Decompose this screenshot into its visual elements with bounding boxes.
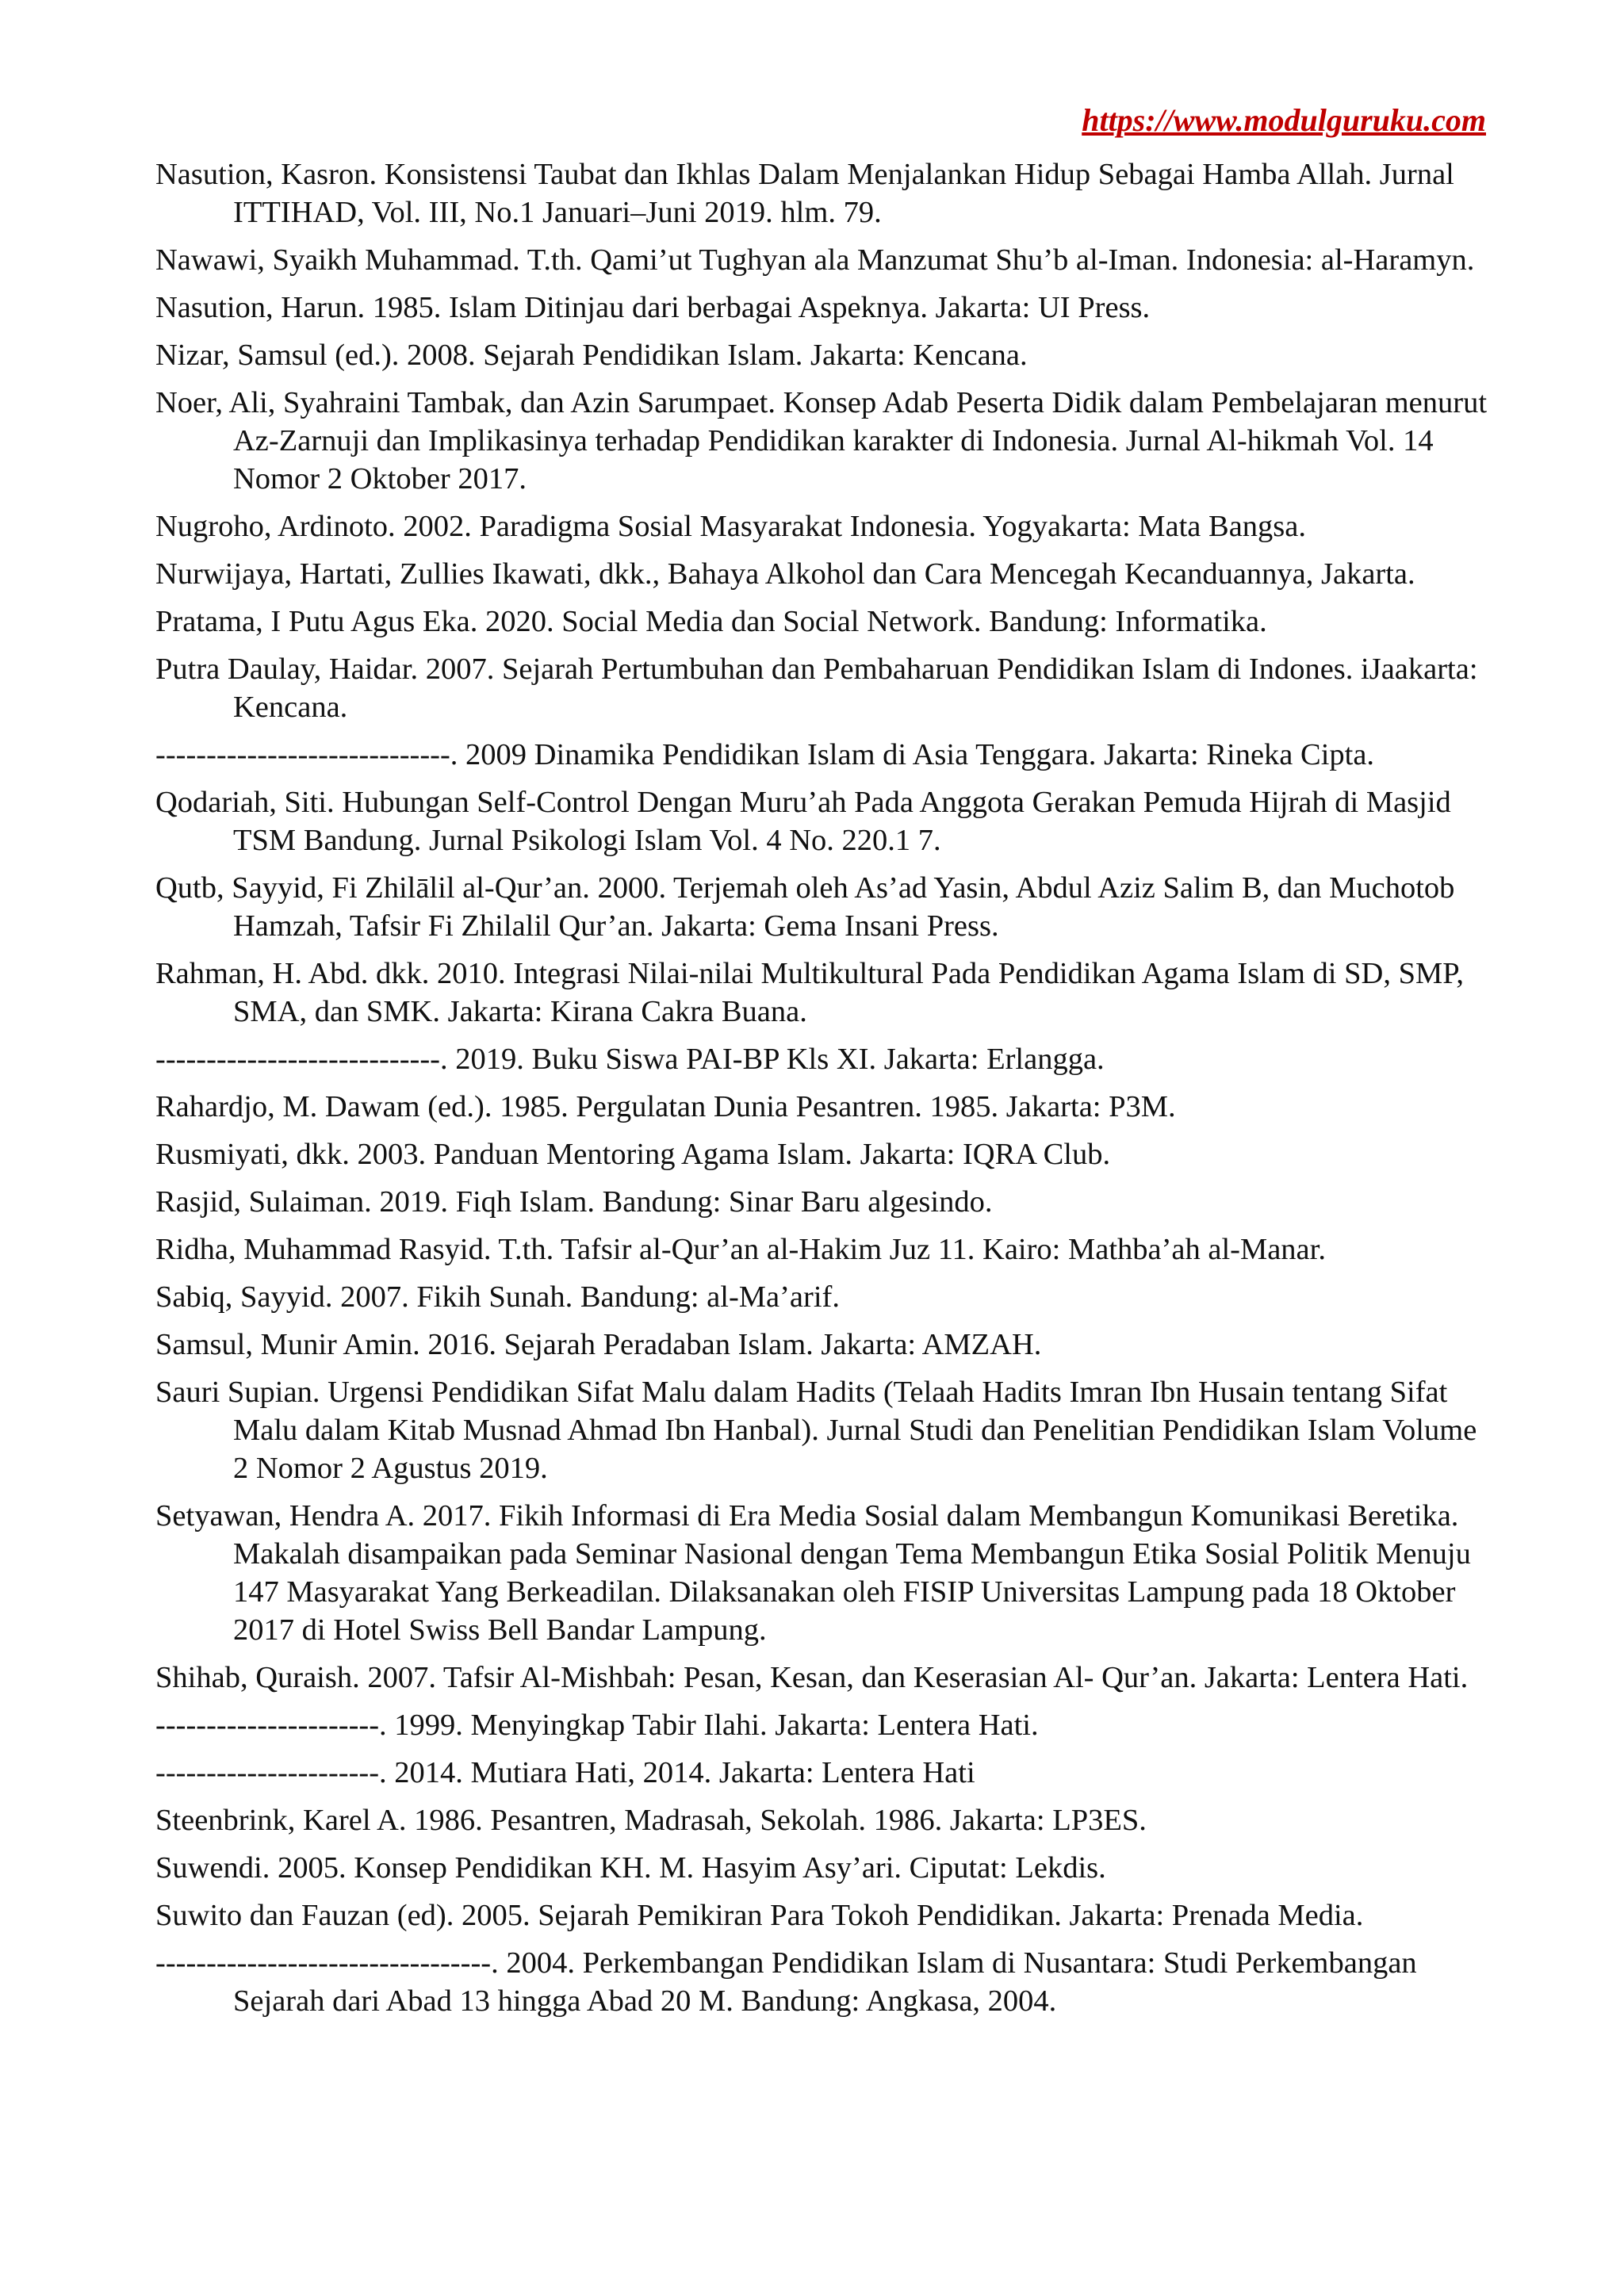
website-link[interactable]: https://www.modulguruku.com xyxy=(1082,102,1486,138)
reference-entry: Nurwijaya, Hartati, Zullies Ikawati, dkk., Bahaya Alkohol dan Cara Mencegah Kecanduannya, Jakarta. xyxy=(155,557,1415,591)
reference-entry: ----------------------. 1999. Menyingkap Tabir Ilahi. Jakarta: Lentera Hati. xyxy=(155,1709,1039,1742)
reference-entry: Rasjid, Sulaiman. 2019. Fiqh Islam. Bandung: Sinar Baru algesindo. xyxy=(155,1185,993,1219)
reference-entry: Pratama, I Putu Agus Eka. 2020. Social Media dan Social Network. Bandung: Informatika. xyxy=(155,605,1267,638)
reference-entry: ----------------------. 2014. Mutiara Hati, 2014. Jakarta: Lentera Hati xyxy=(155,1756,975,1789)
reference-entry: Sabiq, Sayyid. 2007. Fikih Sunah. Bandung: al-Ma’arif. xyxy=(155,1280,840,1314)
reference-entry: -----------------------------. 2009 Dinamika Pendidikan Islam di Asia Tenggara. Jakarta: Rineka Cipta. xyxy=(155,738,1375,771)
reference-entry: Nasution, Kasron. Konsistensi Taubat dan Ikhlas Dalam Menjalankan Hidup Sebagai Hamba Allah. Jurnal ITTIHAD, Vol. III, No.1 Januari–Juni 2019. hlm. 79. xyxy=(155,158,1454,229)
reference-entry: ---------------------------------. 2004. Perkembangan Pendidikan Islam di Nusantara: Studi Perkembangan Sejarah dari Abad 13 hingga Abad 20 M. Bandung: Angkasa, 2004. xyxy=(155,1946,1417,2018)
reference-entry: Sauri Supian. Urgensi Pendidikan Sifat Malu dalam Hadits (Telaah Hadits Imran Ibn Husain tentang Sifat Malu dalam Kitab Musnad Ahmad Ibn Hanbal). Jurnal Studi dan Penelitian Pendidikan Islam Volume 2 Nomor 2 Agustus 2019. xyxy=(155,1376,1477,1485)
reference-entry: Nawawi, Syaikh Muhammad. T.th. Qami’ut Tughyan ala Manzumat Shu’b al-Iman. Indonesia: al-Haramyn. xyxy=(155,243,1475,277)
reference-entry: Steenbrink, Karel A. 1986. Pesantren, Madrasah, Sekolah. 1986. Jakarta: LP3ES. xyxy=(155,1804,1147,1837)
reference-entry: Shihab, Quraish. 2007. Tafsir Al-Mishbah: Pesan, Kesan, dan Keserasian Al- Qur’an. Jakarta: Lentera Hati. xyxy=(155,1661,1469,1694)
reference-entry: Qutb, Sayyid, Fi Zhilālil al-Qur’an. 2000. Terjemah oleh As’ad Yasin, Abdul Aziz Salim B, dan Muchotob Hamzah, Tafsir Fi Zhilalil Qur’an. Jakarta: Gema Insani Press. xyxy=(155,871,1455,943)
reference-entry: Suwito dan Fauzan (ed). 2005. Sejarah Pemikiran Para Tokoh Pendidikan. Jakarta: Prenada Media. xyxy=(155,1899,1364,1932)
reference-entry: Rahman, H. Abd. dkk. 2010. Integrasi Nilai-nilai Multikultural Pada Pendidikan Agama Islam di SD, SMP, SMA, dan SMK. Jakarta: Kirana Cakra Buana. xyxy=(155,957,1465,1028)
reference-entry: Suwendi. 2005. Konsep Pendidikan KH. M. Hasyim Asy’ari. Ciputat: Lekdis. xyxy=(155,1851,1106,1885)
reference-entry: Ridha, Muhammad Rasyid. T.th. Tafsir al-Qur’an al-Hakim Juz 11. Kairo: Mathba’ah al-Manar. xyxy=(155,1233,1326,1266)
reference-entry: Nugroho, Ardinoto. 2002. Paradigma Sosial Masyarakat Indonesia. Yogyakarta: Mata Bangsa. xyxy=(155,510,1306,543)
reference-entry: Rahardjo, M. Dawam (ed.). 1985. Pergulatan Dunia Pesantren. 1985. Jakarta: P3M. xyxy=(155,1090,1176,1123)
reference-entry: Rusmiyati, dkk. 2003. Panduan Mentoring Agama Islam. Jakarta: IQRA Club. xyxy=(155,1138,1111,1171)
reference-entry: Nizar, Samsul (ed.). 2008. Sejarah Pendidikan Islam. Jakarta: Kencana. xyxy=(155,339,1028,372)
reference-entry: Samsul, Munir Amin. 2016. Sejarah Peradaban Islam. Jakarta: AMZAH. xyxy=(155,1328,1042,1361)
reference-entry: Nasution, Harun. 1985. Islam Ditinjau dari berbagai Aspeknya. Jakarta: UI Press. xyxy=(155,291,1151,324)
reference-entry: Noer, Ali, Syahraini Tambak, dan Azin Sarumpaet. Konsep Adab Peserta Didik dalam Pembelajaran menurut Az-Zarnuji dan Implikasinya terhadap Pendidikan karakter di Indonesia. Jurnal Al-hikmah Vol. 14 Nomor 2 Oktober 2017. xyxy=(155,386,1488,496)
reference-entry: Putra Daulay, Haidar. 2007. Sejarah Pertumbuhan dan Pembaharuan Pendidikan Islam di Indones. iJaakarta: Kencana. xyxy=(155,652,1478,724)
reference-entry: ----------------------------. 2019. Buku Siswa PAI-BP Kls XI. Jakarta: Erlangga. xyxy=(155,1043,1105,1076)
reference-list xyxy=(155,155,1496,2030)
reference-entry: Setyawan, Hendra A. 2017. Fikih Informasi di Era Media Sosial dalam Membangun Komunikasi Beretika. Makalah disampaikan pada Seminar Nasional dengan Tema Membangun Etika Sosial Politik Menuju 147 Masyarakat Yang Berkeadilan. Dilaksanakan oleh FISIP Universitas Lampung pada 18 Oktober 2017 di Hotel Swiss Bell Bandar Lampung. xyxy=(155,1499,1471,1647)
reference-entry: Qodariah, Siti. Hubungan Self-Control Dengan Muru’ah Pada Anggota Gerakan Pemuda Hijrah di Masjid TSM Bandung. Jurnal Psikologi Islam Vol. 4 No. 220.1 7. xyxy=(155,786,1451,857)
